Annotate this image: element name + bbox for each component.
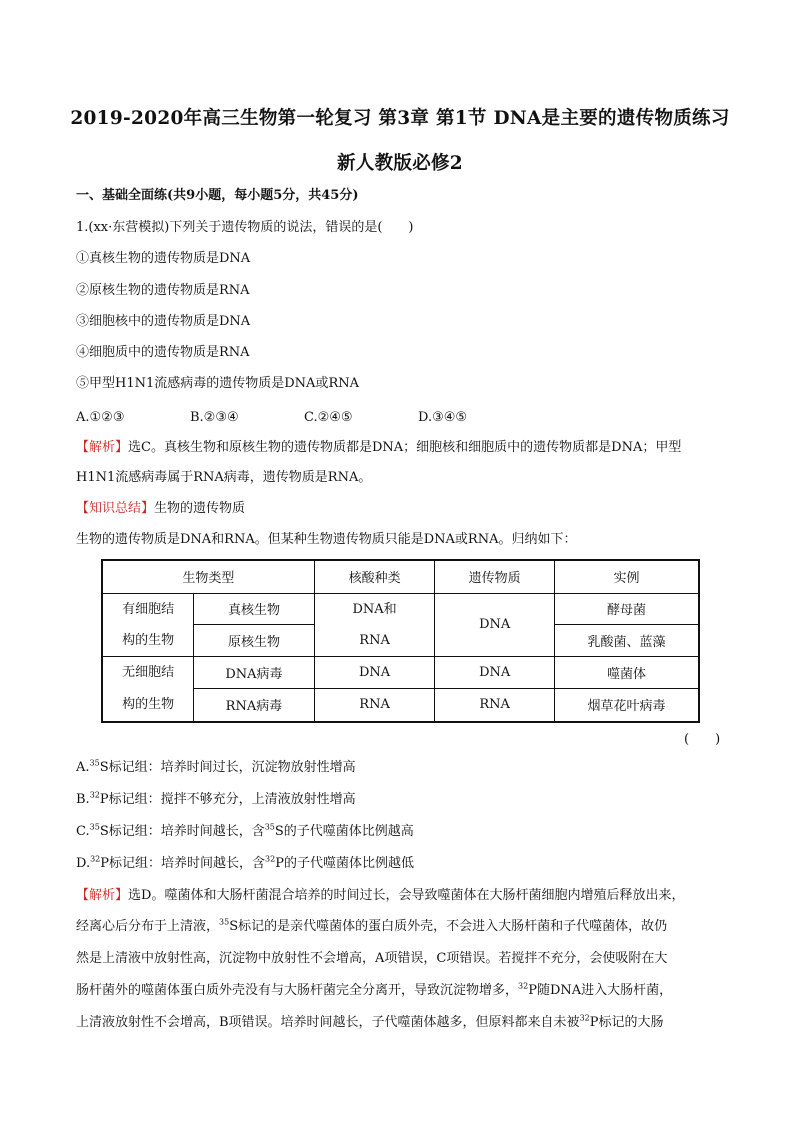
section-heading: 一、基础全面练(共9小题，每小题5分，共45分): [76, 188, 359, 203]
header-nucleic-acid: 核酸种类: [314, 560, 435, 593]
q1-item-3: ③细胞核中的遗传物质是DNA: [76, 314, 251, 329]
example-tmv: 烟草花叶病毒: [554, 689, 699, 722]
q1-analysis-text: 选C。真核生物和原核生物的遗传物质都是DNA；细胞核和细胞质中的遗传物质都是DNA；甲型: [128, 440, 682, 455]
header-example: 实例: [554, 560, 699, 593]
example-yeast: 酵母菌: [554, 593, 699, 625]
table-row: [102, 656, 699, 689]
group-cellular: 有细胞结 构的生物: [102, 593, 194, 656]
q1-item-1: ①真核生物的遗传物质是DNA: [76, 251, 251, 266]
analysis-tag: 【解析】: [76, 888, 129, 903]
group-acellular: 无细胞结 构的生物: [102, 656, 194, 722]
q2-analysis-line-4: 肠杆菌外的噬菌体蛋白质外壳没有与大肠杆菌完全分离开，导致沉淀物增多，$^{32}$P随DNA进入大肠杆菌，: [76, 981, 673, 998]
q2-analysis-line-5: 上清液放射性不会增高，B项错误。培养时间越长，子代噬菌体越多，但原料都来自未被$^{32}$P标记的大肠: [76, 1013, 664, 1030]
q1-option-b: B.②③④: [190, 410, 239, 425]
q1-options: [76, 409, 532, 427]
material-dna: DNA: [435, 593, 555, 656]
header-organism-type: 生物类型: [102, 560, 314, 593]
q2-answer-paren: ( ): [684, 732, 721, 747]
knowledge-summary-heading: [76, 500, 245, 518]
example-lactobacillus: 乳酸菌、蓝藻: [554, 625, 699, 657]
q1-option-d: D.③④⑤: [418, 410, 468, 425]
header-genetic-material: 遗传物质: [435, 560, 555, 593]
q1-analysis-line-2: H1N1流感病毒属于RNA病毒，遗传物质是RNA。: [76, 470, 372, 485]
q2-analysis-line-1: 【解析】选D。噬菌体和大肠杆菌混合培养的时间过长，会导致噬菌体在大肠杆菌细胞内增殖后释放出来，: [76, 888, 685, 903]
summary-tag: 【知识总结】: [76, 501, 155, 516]
q2-option-c: C.$^{35}$S标记组：培养时间越长，含$^{35}$S的子代噬菌体比例越高: [76, 822, 414, 839]
genetic-material-table: [101, 559, 700, 723]
q2-option-d: D.$^{32}$P标记组：培养时间越长，含$^{32}$P的子代噬菌体比例越低: [76, 854, 414, 871]
acid-dna: DNA: [314, 656, 435, 689]
material-dna-virus: DNA: [435, 656, 555, 689]
acid-rna: RNA: [314, 689, 435, 722]
title-line-2: 新人教版必修2: [337, 153, 463, 174]
q1-item-5: ⑤甲型H1N1流感病毒的遗传物质是DNA或RNA: [76, 376, 359, 391]
summary-title: 生物的遗传物质: [154, 501, 246, 516]
q1-option-c: C.②④⑤: [304, 410, 353, 425]
title-line-1: 2019-2020年高三生物第一轮复习 第3章 第1节 DNA是主要的遗传物质练习: [70, 108, 730, 129]
q2-analysis-line-3: 然是上清液中放射性高，沉淀物中放射性不会增高，A项错误，C项错误。若搅拌不充分，会使吸附在大: [76, 951, 668, 966]
q1-item-4: ④细胞质中的遗传物质是RNA: [76, 345, 250, 360]
type-dna-virus: DNA病毒: [194, 656, 315, 689]
type-rna-virus: RNA病毒: [194, 689, 315, 722]
q2-option-b: B.$^{32}$P标记组：搅拌不够充分，上清液放射性增高: [76, 790, 356, 807]
q2-option-a: A.$^{35}$S标记组：培养时间过长，沉淀物放射性增高: [76, 758, 356, 775]
summary-text: 生物的遗传物质是DNA和RNA。但某种生物遗传物质只能是DNA或RNA。归纳如下：: [76, 532, 577, 547]
type-eukaryote: 真核生物: [194, 593, 315, 625]
q1-analysis-line-1: [76, 439, 681, 457]
material-rna: RNA: [435, 689, 555, 722]
table-row: [102, 593, 699, 625]
acid-dna-and-rna: DNA和 RNA: [314, 593, 435, 656]
q2-analysis-line-2: 经离心后分布于上清液，$^{35}$S标记的是亲代噬菌体的蛋白质外壳，不会进入大肠杆菌和子代噬菌体，故仍: [76, 917, 668, 934]
analysis-tag: 【解析】: [76, 440, 129, 455]
question-1-stem: 1.(xx·东营模拟)下列关于遗传物质的说法，错误的是( ): [76, 220, 414, 235]
type-prokaryote: 原核生物: [194, 625, 315, 657]
table-header-row: [102, 560, 699, 593]
q1-item-2: ②原核生物的遗传物质是RNA: [76, 283, 250, 298]
q1-option-a: A.①②③: [76, 410, 125, 425]
example-phage: 噬菌体: [554, 656, 699, 689]
